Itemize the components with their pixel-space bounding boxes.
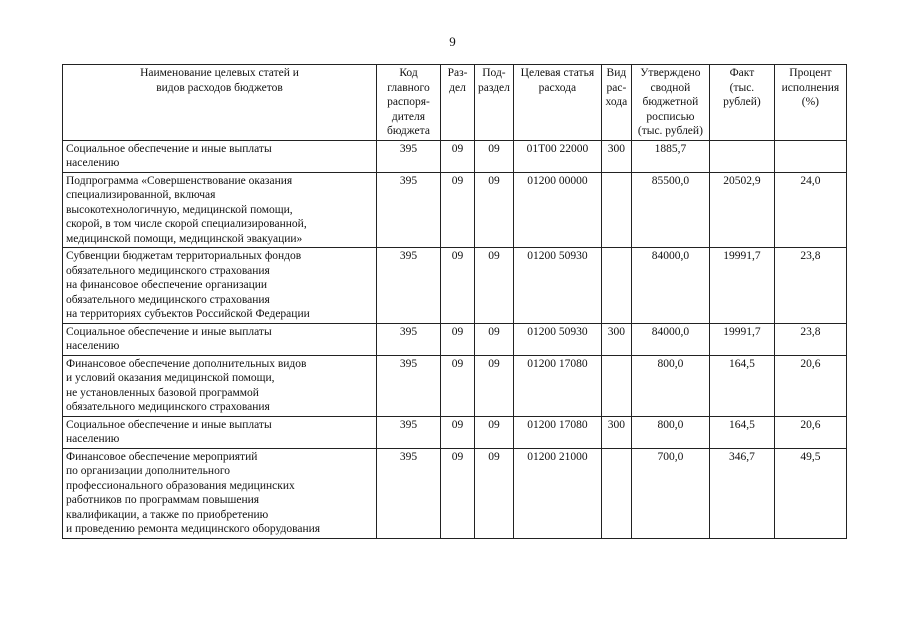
row-percent — [774, 140, 846, 172]
header-subsection: Под- раздел — [475, 65, 514, 141]
row-target: 01Т00 22000 — [513, 140, 601, 172]
row-code: 395 — [377, 448, 441, 538]
row-code: 395 — [377, 355, 441, 416]
row-code: 395 — [377, 140, 441, 172]
header-code: Код главного распоря- дителя бюджета — [377, 65, 441, 141]
row-fact: 346,7 — [709, 448, 774, 538]
row-type — [601, 448, 631, 538]
row-fact: 164,5 — [709, 355, 774, 416]
row-target: 01200 50930 — [513, 248, 601, 324]
row-target: 01200 21000 — [513, 448, 601, 538]
row-approved: 1885,7 — [631, 140, 709, 172]
row-percent: 20,6 — [774, 416, 846, 448]
row-code: 395 — [377, 172, 441, 248]
row-subsection: 09 — [475, 416, 514, 448]
budget-table — [62, 64, 847, 539]
row-target: 01200 00000 — [513, 172, 601, 248]
row-name: Финансовое обеспечение мероприятий по организации дополнительного профессионального образования медицинских работников по программам повышения квалификации, а также по приобретению и проведению ремонта медицинского оборудования — [63, 448, 377, 538]
row-approved: 84000,0 — [631, 323, 709, 355]
table-row — [63, 448, 847, 538]
row-name: Социальное обеспечение и иные выплаты населению — [63, 140, 377, 172]
row-target: 01200 17080 — [513, 416, 601, 448]
table-header-row — [63, 65, 847, 141]
row-section: 09 — [441, 172, 475, 248]
page-number: 9 — [449, 34, 456, 49]
row-percent: 49,5 — [774, 448, 846, 538]
row-name: Социальное обеспечение и иные выплаты населению — [63, 416, 377, 448]
row-approved: 800,0 — [631, 355, 709, 416]
row-approved: 800,0 — [631, 416, 709, 448]
header-percent: Процент исполнения (%) — [774, 65, 846, 141]
row-percent: 24,0 — [774, 172, 846, 248]
row-section: 09 — [441, 448, 475, 538]
row-subsection: 09 — [475, 323, 514, 355]
row-name: Социальное обеспечение и иные выплаты населению — [63, 323, 377, 355]
row-approved: 700,0 — [631, 448, 709, 538]
row-percent: 23,8 — [774, 323, 846, 355]
row-section: 09 — [441, 323, 475, 355]
row-fact: 20502,9 — [709, 172, 774, 248]
table-row — [63, 172, 847, 248]
row-percent: 23,8 — [774, 248, 846, 324]
row-subsection: 09 — [475, 248, 514, 324]
header-target: Целевая статья расхода — [513, 65, 601, 141]
row-approved: 84000,0 — [631, 248, 709, 324]
table-row — [63, 248, 847, 324]
table-row — [63, 355, 847, 416]
row-fact: 19991,7 — [709, 248, 774, 324]
header-approved: Утверждено сводной бюджетной росписью (тыс. рублей) — [631, 65, 709, 141]
row-target: 01200 50930 — [513, 323, 601, 355]
row-name: Финансовое обеспечение дополнительных видов и условий оказания медицинской помощи, не установленных базовой программой обязательного медицинского страхования — [63, 355, 377, 416]
row-subsection: 09 — [475, 140, 514, 172]
header-type: Вид рас- хода — [601, 65, 631, 141]
row-code: 395 — [377, 248, 441, 324]
row-type — [601, 355, 631, 416]
row-fact: 19991,7 — [709, 323, 774, 355]
header-name: Наименование целевых статей и видов расходов бюджетов — [63, 65, 377, 141]
row-percent: 20,6 — [774, 355, 846, 416]
row-subsection: 09 — [475, 448, 514, 538]
row-target: 01200 17080 — [513, 355, 601, 416]
row-type: 300 — [601, 416, 631, 448]
row-section: 09 — [441, 248, 475, 324]
row-name: Субвенции бюджетам территориальных фондов обязательного медицинского страхования на финансовое обеспечение организации обязательного медицинского страхования на территориях субъектов Российской Федерации — [63, 248, 377, 324]
row-name: Подпрограмма «Совершенствование оказания специализированной, включая высокотехнологичную, медицинской помощи, скорой, в том числе скорой специализированной, медицинской помощи, медицинской эвакуации» — [63, 172, 377, 248]
row-fact: 164,5 — [709, 416, 774, 448]
row-type: 300 — [601, 140, 631, 172]
row-approved: 85500,0 — [631, 172, 709, 248]
row-subsection: 09 — [475, 355, 514, 416]
row-section: 09 — [441, 140, 475, 172]
row-section: 09 — [441, 355, 475, 416]
row-type — [601, 248, 631, 324]
row-code: 395 — [377, 323, 441, 355]
table-row — [63, 140, 847, 172]
header-section: Раз- дел — [441, 65, 475, 141]
row-fact — [709, 140, 774, 172]
table-row — [63, 323, 847, 355]
header-fact: Факт (тыс. рублей) — [709, 65, 774, 141]
row-section: 09 — [441, 416, 475, 448]
row-subsection: 09 — [475, 172, 514, 248]
table-row — [63, 416, 847, 448]
row-type — [601, 172, 631, 248]
row-code: 395 — [377, 416, 441, 448]
row-type: 300 — [601, 323, 631, 355]
